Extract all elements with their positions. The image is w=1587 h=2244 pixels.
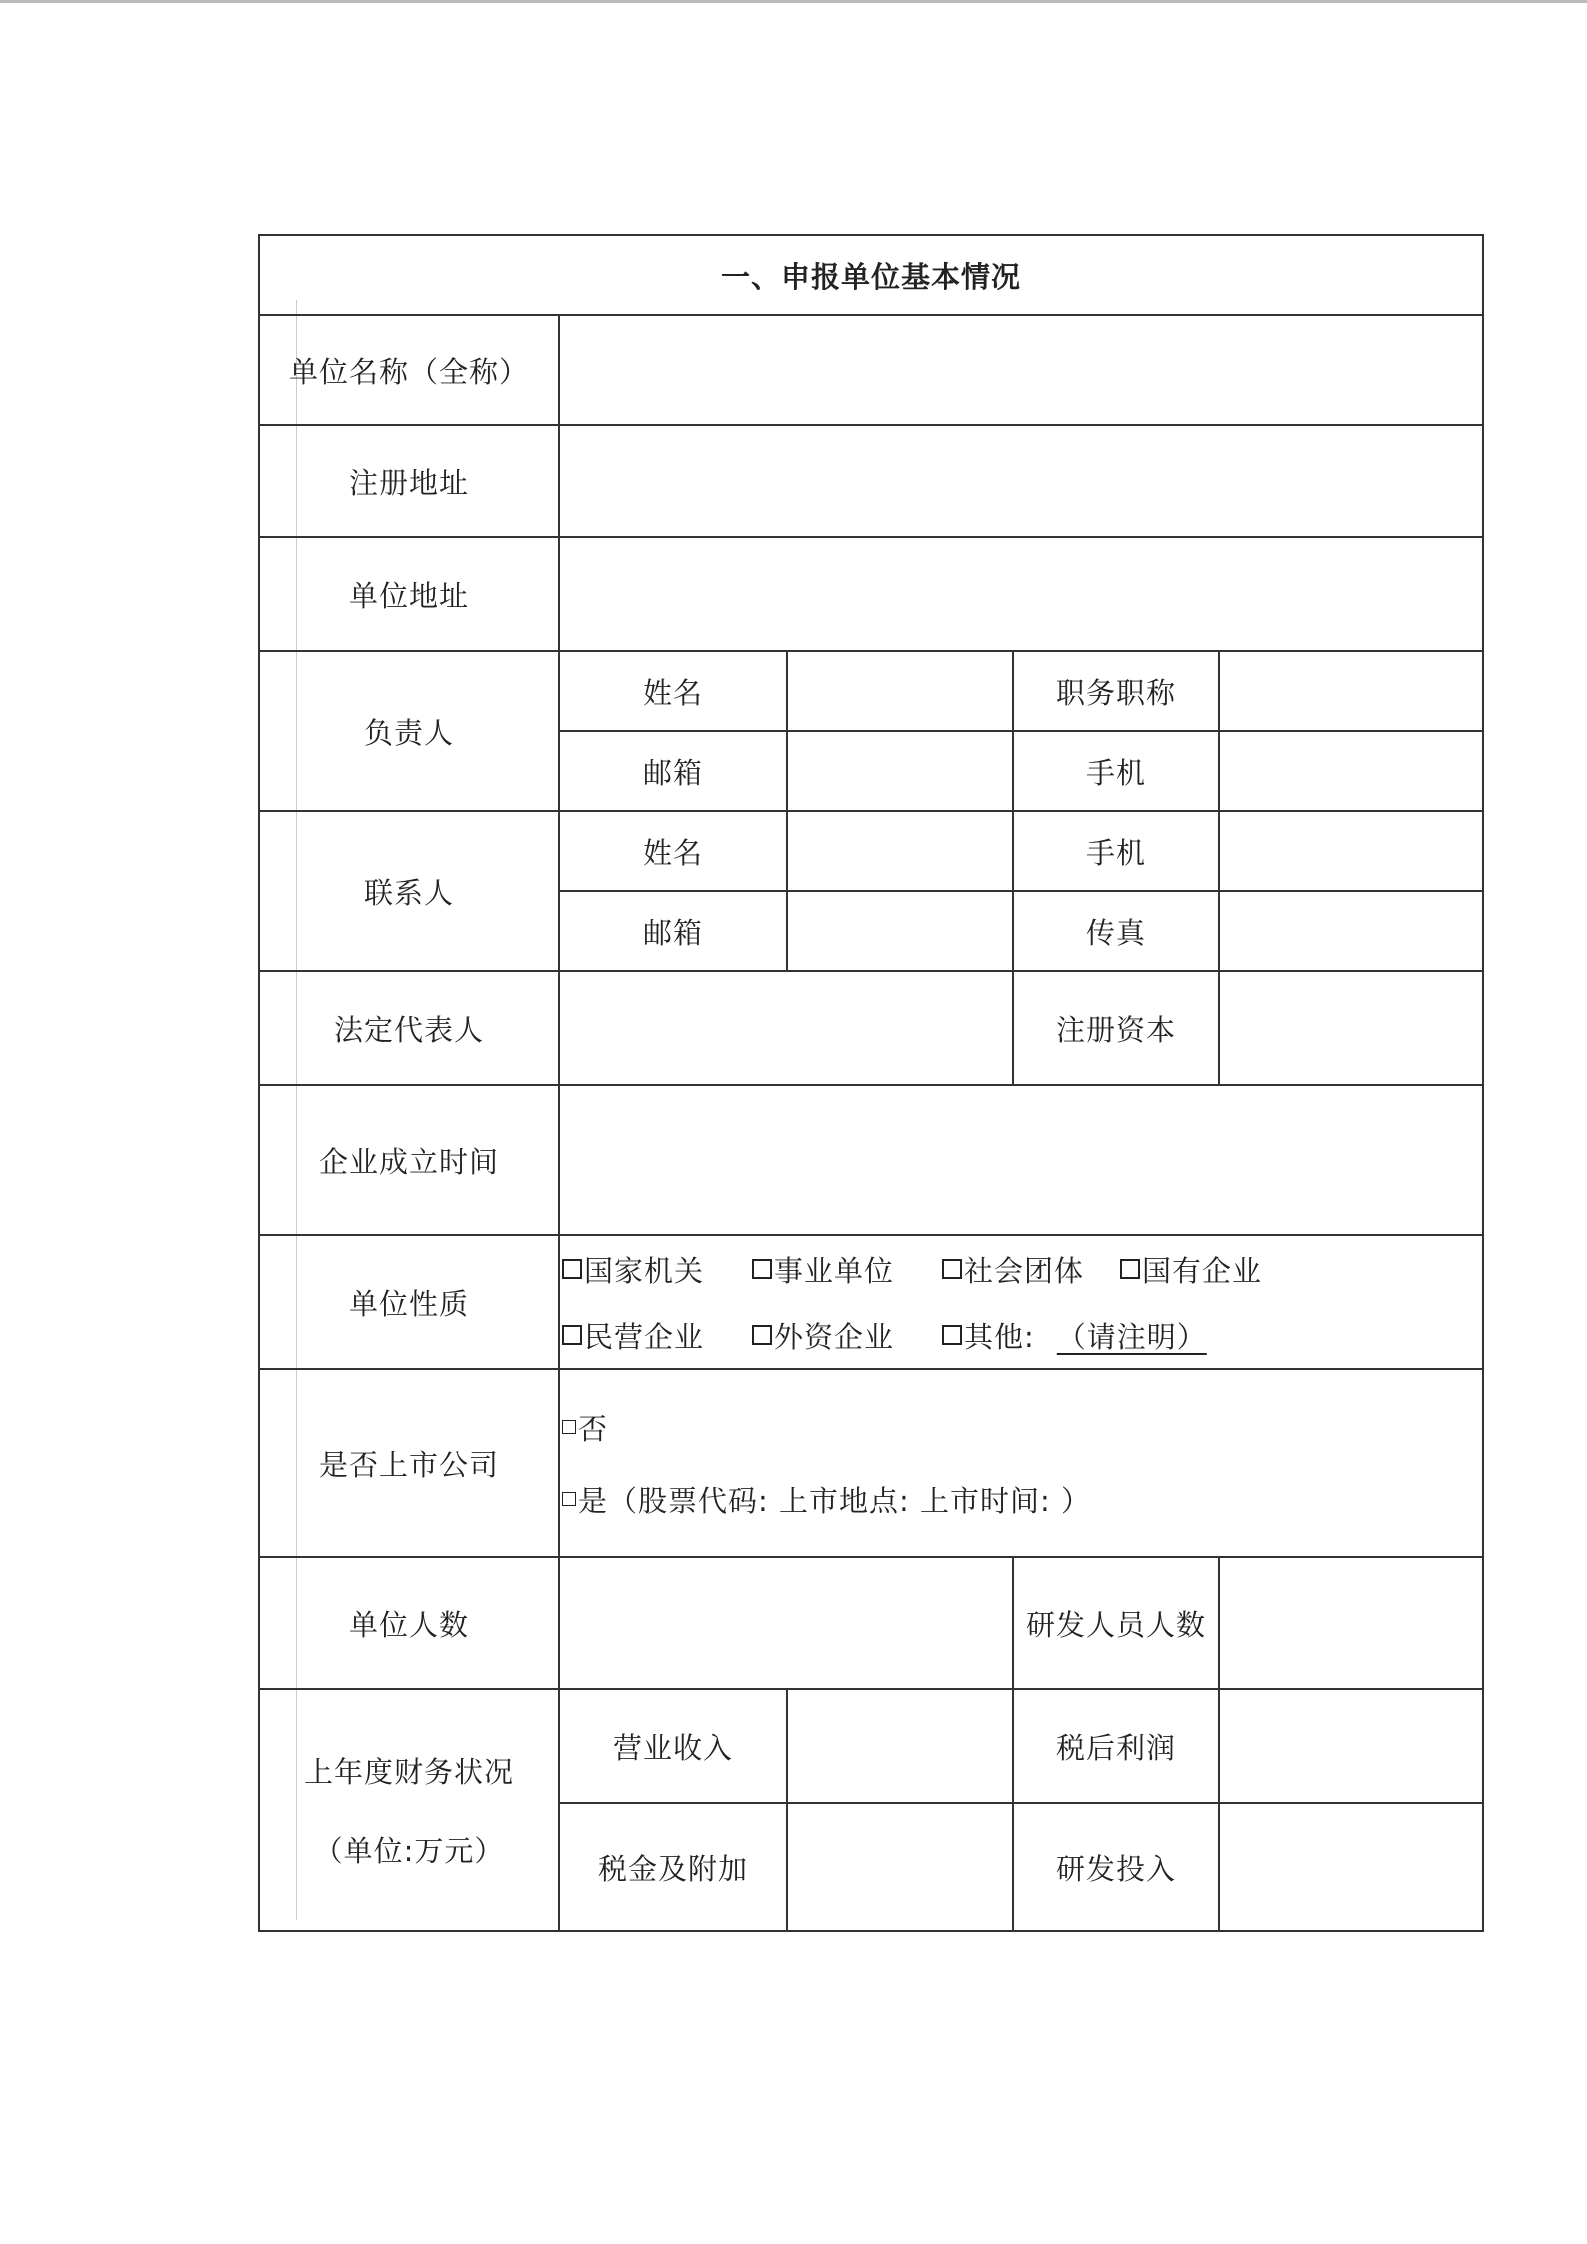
nature-label: 单位性质 [259, 1235, 559, 1369]
unit-name-field[interactable] [559, 315, 1483, 425]
principal-name-label: 姓名 [559, 651, 787, 731]
principal-email-label: 邮箱 [559, 731, 787, 811]
reg-address-label: 注册地址 [259, 425, 559, 537]
nature-option[interactable]: 民营企业 [562, 1315, 752, 1356]
scan-edge [0, 0, 1587, 3]
contact-email-label: 邮箱 [559, 891, 787, 971]
tax-field[interactable] [787, 1803, 1013, 1931]
finance-label [259, 1689, 559, 1931]
principal-name-field[interactable] [787, 651, 1013, 731]
contact-name-label: 姓名 [559, 811, 787, 891]
nature-option-other[interactable]: 其他: [942, 1315, 1035, 1356]
section-title: 一、申报单位基本情况 [259, 235, 1483, 315]
nature-options [559, 1235, 1483, 1369]
contact-fax-label: 传真 [1013, 891, 1219, 971]
revenue-field[interactable] [787, 1689, 1013, 1803]
reg-capital-label: 注册资本 [1013, 971, 1219, 1085]
legal-rep-label: 法定代表人 [259, 971, 559, 1085]
tax-label: 税金及附加 [559, 1803, 787, 1931]
nature-option[interactable]: 社会团体 [942, 1249, 1120, 1290]
checkbox-icon[interactable] [942, 1325, 962, 1345]
founded-label: 企业成立时间 [259, 1085, 559, 1235]
checkbox-icon[interactable] [752, 1325, 772, 1345]
unit-address-field[interactable] [559, 537, 1483, 651]
nature-option[interactable]: 事业单位 [752, 1249, 942, 1290]
checkbox-icon[interactable] [942, 1259, 962, 1279]
revenue-label: 营业收入 [559, 1689, 787, 1803]
rd-staff-label: 研发人员人数 [1013, 1557, 1219, 1689]
contact-fax-field[interactable] [1219, 891, 1483, 971]
staff-field[interactable] [559, 1557, 1013, 1689]
rd-staff-field[interactable] [1219, 1557, 1483, 1689]
staff-label: 单位人数 [259, 1557, 559, 1689]
checkbox-icon[interactable] [562, 1492, 576, 1506]
finance-label-text: 上年度财务状况 [303, 1755, 514, 1789]
contact-name-field[interactable] [787, 811, 1013, 891]
principal-mobile-label: 手机 [1013, 731, 1219, 811]
contact-mobile-field[interactable] [1219, 811, 1483, 891]
reg-capital-field[interactable] [1219, 971, 1483, 1085]
reg-address-field[interactable] [559, 425, 1483, 537]
principal-email-field[interactable] [787, 731, 1013, 811]
checkbox-icon[interactable] [562, 1420, 576, 1434]
finance-unit-text: （单位:万元） [313, 1834, 505, 1868]
unit-name-label: 单位名称（全称） [259, 315, 559, 425]
legal-rep-field[interactable] [559, 971, 1013, 1085]
listed-no-option[interactable]: 否 [562, 1391, 1482, 1463]
founded-field[interactable] [559, 1085, 1483, 1235]
rd-invest-field[interactable] [1219, 1803, 1483, 1931]
principal-label: 负责人 [259, 651, 559, 811]
contact-mobile-label: 手机 [1013, 811, 1219, 891]
principal-title-label: 职务职称 [1013, 651, 1219, 731]
nature-option[interactable]: 国有企业 [1120, 1249, 1262, 1290]
nature-option[interactable]: 外资企业 [752, 1315, 942, 1356]
net-profit-label: 税后利润 [1013, 1689, 1219, 1803]
net-profit-field[interactable] [1219, 1689, 1483, 1803]
listed-options [559, 1369, 1483, 1557]
principal-title-field[interactable] [1219, 651, 1483, 731]
contact-email-field[interactable] [787, 891, 1013, 971]
rd-invest-label: 研发投入 [1013, 1803, 1219, 1931]
other-specify-hint[interactable]: （请注明） [1056, 1319, 1207, 1354]
unit-address-label: 单位地址 [259, 537, 559, 651]
basic-info-form [258, 234, 1484, 1932]
checkbox-icon[interactable] [752, 1259, 772, 1279]
checkbox-icon[interactable] [1120, 1259, 1140, 1279]
principal-mobile-field[interactable] [1219, 731, 1483, 811]
listed-label: 是否上市公司 [259, 1369, 559, 1557]
checkbox-icon[interactable] [562, 1325, 582, 1345]
checkbox-icon[interactable] [562, 1259, 582, 1279]
nature-option[interactable]: 国家机关 [562, 1249, 752, 1290]
listed-yes-option[interactable]: 是（股票代码: 上市地点: 上市时间: ） [562, 1463, 1482, 1535]
contact-label: 联系人 [259, 811, 559, 971]
